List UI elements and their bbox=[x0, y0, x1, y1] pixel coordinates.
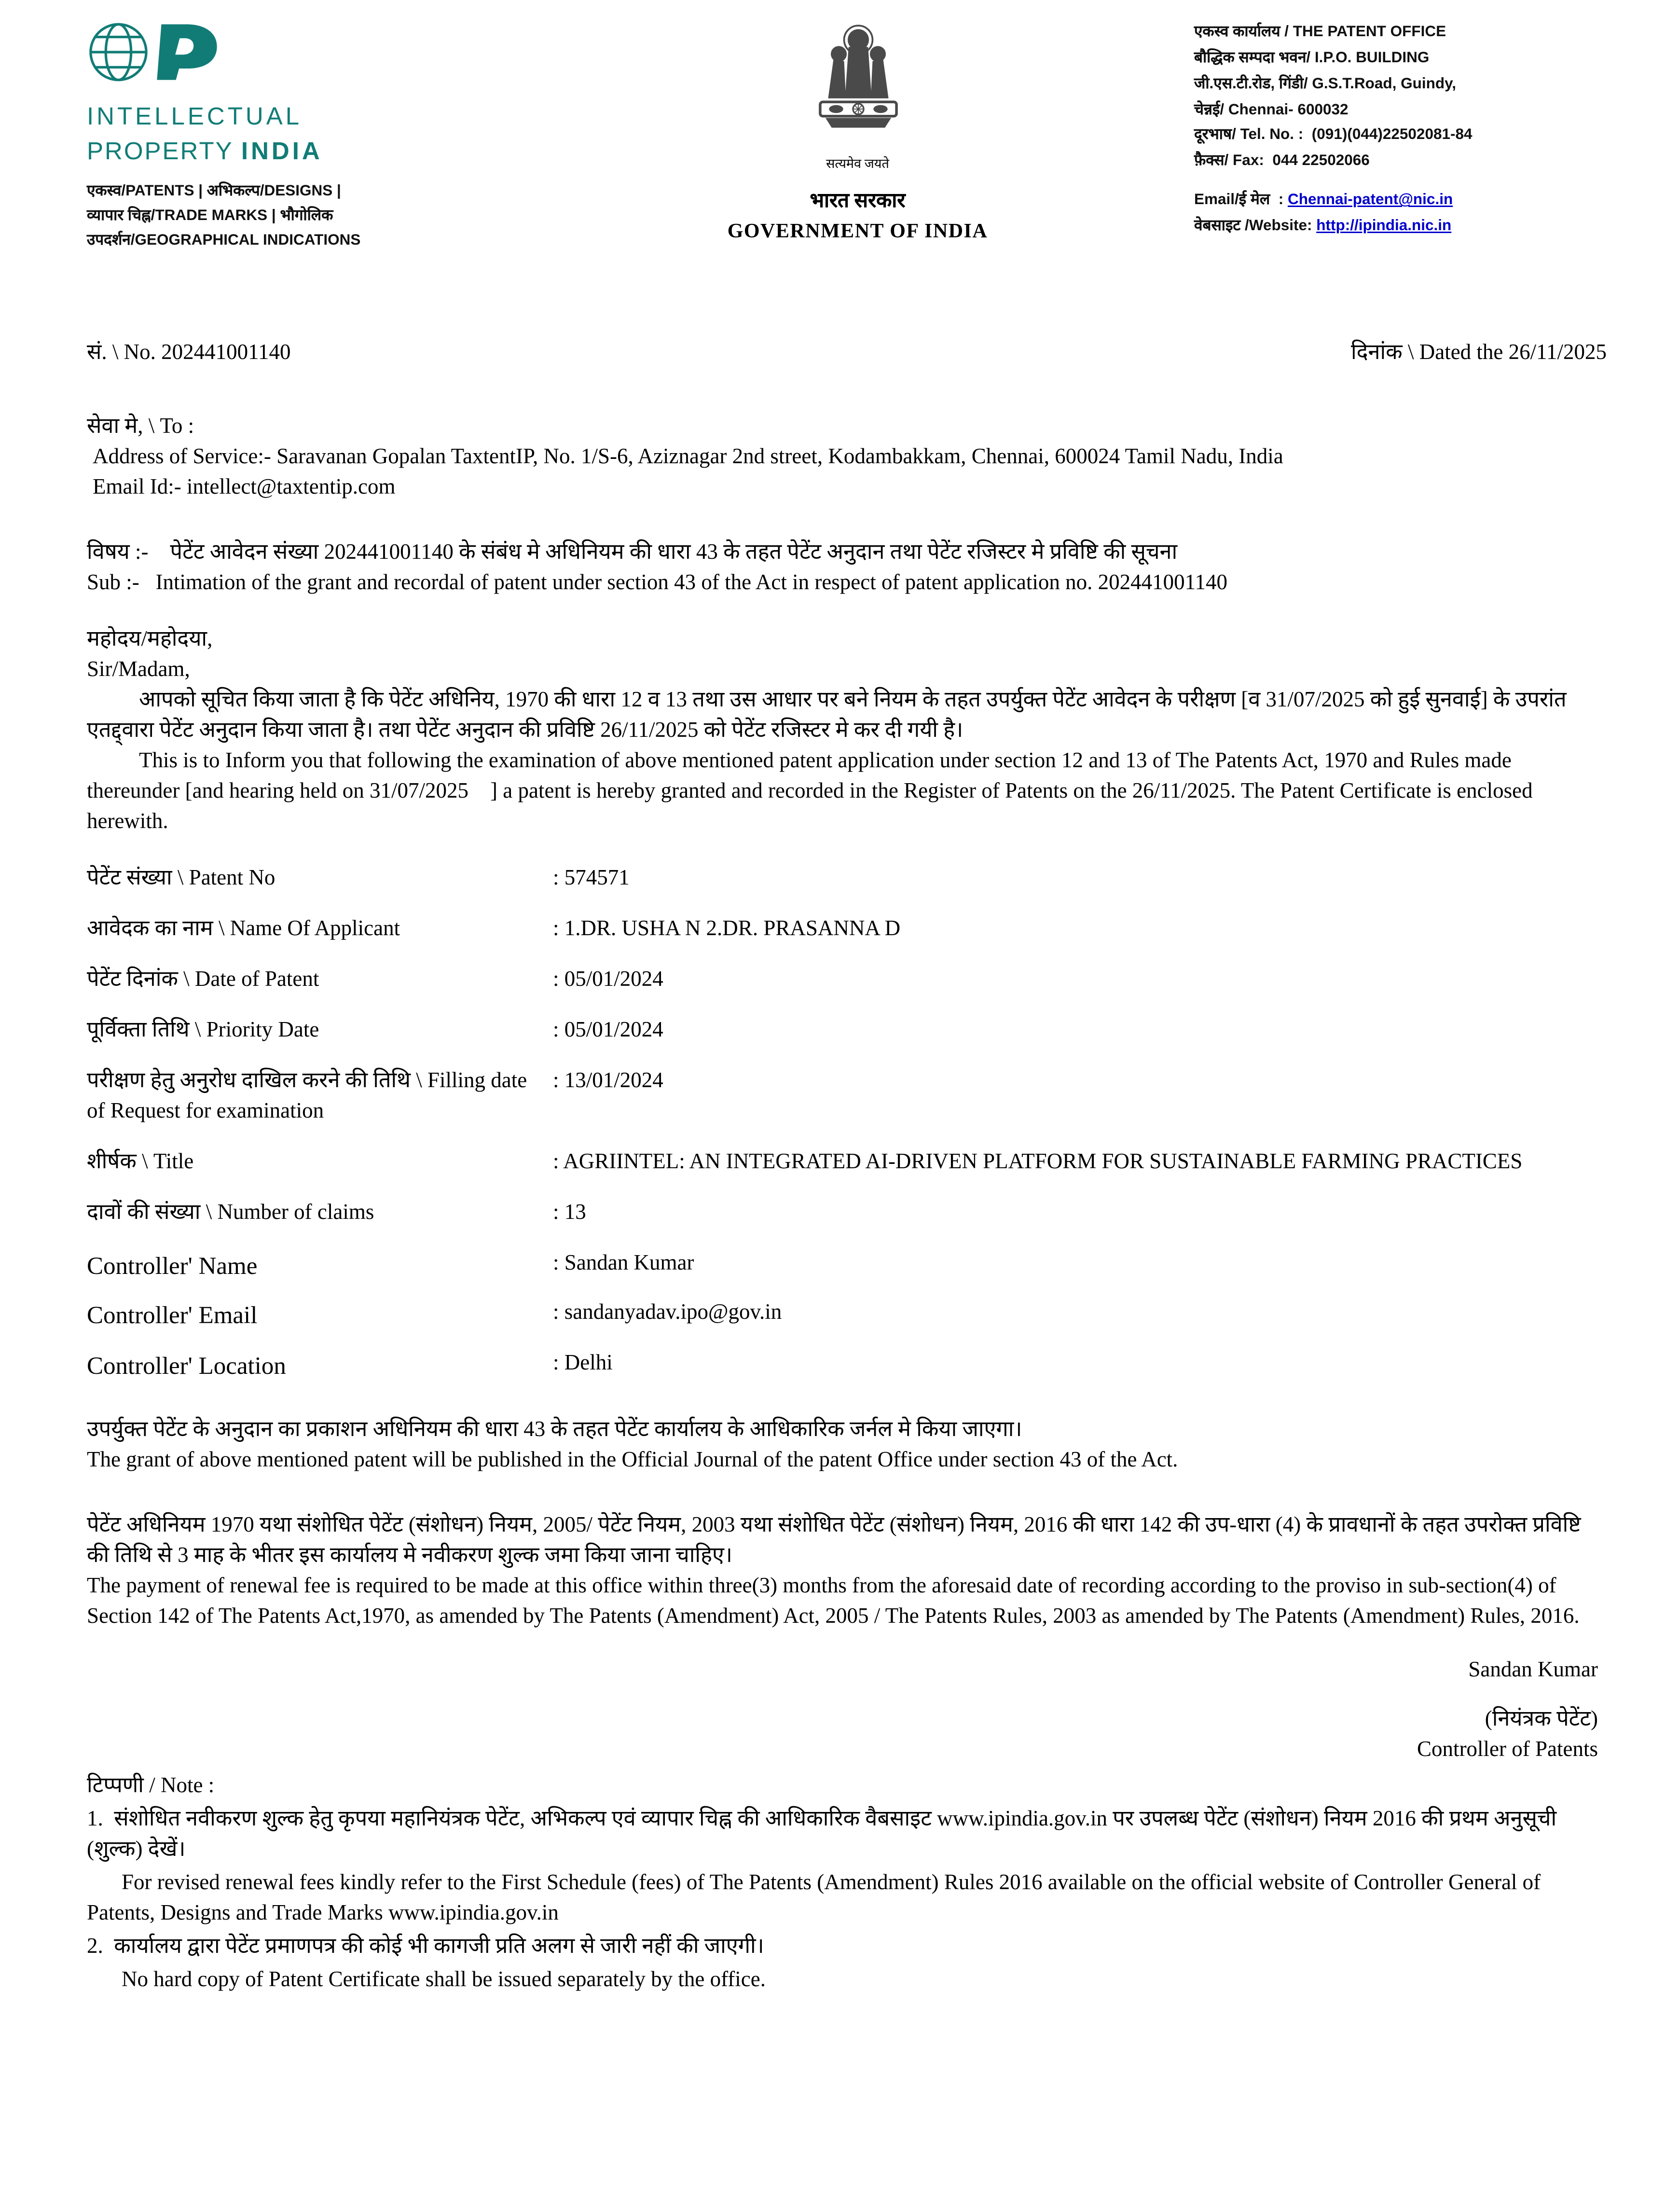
org-services bbox=[87, 179, 521, 254]
field-value: : 13 bbox=[553, 1198, 586, 1229]
field-value: : AGRIINTEL: AN INTEGRATED AI-DRIVEN PLATFORM FOR SUSTAINABLE FARMING PRACTICES bbox=[553, 1147, 1522, 1178]
notes-heading: टिप्पणी / Note : bbox=[87, 1774, 215, 1798]
field-label: पूर्विक्ता तिथि \ Priority Date bbox=[87, 1018, 319, 1042]
renewal-block bbox=[87, 1511, 1607, 1633]
subject-en: Sub :- Intimation of the grant and recordal of patent under section 43 of the Act in respect of patent application no. 202441001140 bbox=[87, 571, 1227, 594]
field-value: : 574571 bbox=[553, 864, 630, 894]
office-building: बौद्धिक सम्पदा भवन/ I.P.O. BUILDING bbox=[1194, 49, 1430, 67]
field-row-controller-name bbox=[87, 1249, 1607, 1283]
field-label: परीक्षण हेतु अनुरोध दाखिल करने की तिथि \ Filling date of Request for examination bbox=[87, 1069, 527, 1123]
field-label: पेटेंट संख्या \ Patent No bbox=[87, 866, 275, 890]
office-city: चेन्नई/ Chennai- 600032 bbox=[1194, 100, 1349, 118]
renewal-para-hi: पेटेंट अधिनियम 1970 यथा संशोधित पेटेंट (संशोधन) नियम, 2005/ पेटेंट नियम, 2003 यथा संशोधित पेटेंट (संशोधन) नियम, 2016 की धारा 142 की उप-धारा (4) के प्रावधानों के तहत उपरोक्त प्रविष्टि की तिथि से 3 माह के भीतर इस कार्यालय मे नवीकरण शुल्क जमा किया जाना चाहिए। bbox=[87, 1514, 1581, 1568]
org-name-bold: INDIA bbox=[241, 137, 323, 165]
services-line-3: उपदर्शन/GEOGRAPHICAL INDICATIONS bbox=[87, 232, 361, 249]
org-name-line2 bbox=[87, 134, 521, 168]
org-name-line1: INTELLECTUAL bbox=[87, 103, 303, 130]
org-name-regular: PROPERTY bbox=[87, 137, 241, 165]
service-address: Address of Service:- Saravanan Gopalan TaxtentIP, No. 1/S-6, Aziznagar 2nd street, Kodambakkam, Chennai, 600024 Tamil Nadu, India bbox=[93, 445, 1283, 469]
email-label: Email/ई मेल : bbox=[1194, 191, 1288, 209]
renewal-para-en: The payment of renewal fee is required to be made at this office within three(3) months from the aforesaid date of recording according to the proviso in sub-section(4) of Section 142 of The Patents Act,1970, as amended by The Patents (Amendment) Act, 2005 / The Patents Rules, 2003 as amended by The Patents (Amendment) Rules, 2016. bbox=[87, 1575, 1580, 1629]
service-email: Email Id:- intellect@taxtentip.com bbox=[93, 475, 396, 499]
patent-details-table bbox=[87, 864, 1607, 1384]
field-label: Controller' Email bbox=[87, 1301, 258, 1329]
email-link[interactable]: Chennai-patent@nic.in bbox=[1287, 191, 1453, 209]
field-label: Controller' Name bbox=[87, 1251, 258, 1279]
grant-para-hi: आपको सूचित किया जाता है कि पेटेंट अधिनिय, 1970 की धारा 12 व 13 तथा उस आधार पर बने नियम के तहत उपर्युक्त पेटेंट आवेदन के परीक्षण [व 31/07/2025 को हुई सुनवाई] के उपरांत एतद्द्वारा पेटेंट अनुदान किया जाता है। तथा पेटेंट अनुदान की प्रविष्टि 26/11/2025 को पेटेंट रजिस्टर मे कर दी गयी है। bbox=[87, 688, 1567, 742]
field-value: : 05/01/2024 bbox=[553, 965, 663, 995]
publication-para-hi: उपर्युक्त पेटेंट के अनुदान का प्रकाशन अधिनियम की धारा 43 के तहत पेटेंट कार्यालय के आधिकारिक जर्नल मे किया जाएगा। bbox=[87, 1418, 1022, 1442]
field-row-controller-location bbox=[87, 1349, 1607, 1383]
salutation-hi: महोदय/महोदया, bbox=[87, 627, 213, 651]
grant-para-en: This is to Inform you that following the examination of above mentioned patent application under section 12 and 13 of The Patents Act, 1970 and Rules made thereunder [and hearing held on 31/07/2025 ] a patent is hereby granted and recorded in the Register of Patents on the 26/11/2025. The Patent Certificate is enclosed herewith. bbox=[87, 749, 1538, 833]
field-row-examination-request-date bbox=[87, 1066, 1607, 1127]
field-value: : sandanyadav.ipo@gov.in bbox=[553, 1299, 782, 1333]
website-link[interactable]: http://ipindia.nic.in bbox=[1316, 217, 1452, 235]
note-2-hi: 2. कार्यालय द्वारा पेटेंट प्रमाणपत्र की कोई भी कागजी प्रति अलग से जारी नहीं की जाएगी। bbox=[87, 1935, 764, 1959]
field-label: शीर्षक \ Title bbox=[87, 1150, 194, 1174]
field-value: : 1.DR. USHA N 2.DR. PRASANNA D bbox=[553, 914, 900, 945]
field-value: : 13/01/2024 bbox=[553, 1066, 663, 1127]
field-row-title bbox=[87, 1147, 1607, 1178]
govt-name-hi: भारत सरकार bbox=[810, 190, 906, 212]
services-line-2: व्यापार चिह्न/TRADE MARKS | भौगोलिक bbox=[87, 207, 333, 224]
letterhead bbox=[87, 20, 1607, 254]
salutation-en: Sir/Madam, bbox=[87, 658, 190, 681]
field-label: दावों की संख्या \ Number of claims bbox=[87, 1201, 374, 1224]
field-row-applicant bbox=[87, 914, 1607, 945]
patent-office-contact bbox=[1194, 20, 1607, 240]
header-spacer bbox=[1194, 175, 1607, 188]
ip-india-block bbox=[87, 20, 521, 254]
office-name: एकस्व कार्यालय / THE PATENT OFFICE bbox=[1194, 23, 1446, 41]
subject-hi: विषय :- पेटेंट आवेदन संख्या 202441001140 के संबंध मे अधिनियम की धारा 43 के तहत पेटेंट अनुदान तथा पेटेंट रजिस्टर मे प्रविष्टि की सूचना bbox=[87, 540, 1178, 564]
note-1-hi: 1. संशोधित नवीकरण शुल्क हेतु कृपया महानियंत्रक पेटेंट, अभिकल्प एवं व्यापार चिह्न की आधिकारिक वैबसाइट www.ipindia.gov.in पर उपलब्ध पेटेंट (संशोधन) नियम 2016 की प्रथम अनुसूची (शुल्क) देखें। bbox=[87, 1808, 1562, 1862]
field-value: : Delhi bbox=[553, 1349, 613, 1383]
salutation-block bbox=[87, 625, 1607, 686]
note-1-en: For revised renewal fees kindly refer to the First Schedule (fees) of The Patents (Amendment) Rules 2016 available on the official website of Controller General of Patents, Designs and Trade Marks www.ipindia.gov.in bbox=[87, 1871, 1541, 1925]
addressee-block bbox=[87, 412, 1607, 503]
publication-para-en: The grant of above mentioned patent will be published in the Official Journal of the patent Office under section 43 of the Act. bbox=[87, 1449, 1178, 1472]
subject-block bbox=[87, 538, 1607, 599]
field-row-controller-email bbox=[87, 1299, 1607, 1333]
website-row bbox=[1194, 214, 1607, 240]
signatory-role-hi: (नियंत्रक पेटेंट) bbox=[1485, 1708, 1598, 1731]
to-label: सेवा मे, \ To : bbox=[87, 415, 194, 438]
field-value: : Sandan Kumar bbox=[553, 1249, 694, 1283]
field-row-claims bbox=[87, 1198, 1607, 1229]
office-road: जी.एस.टी.रोड, गिंडी/ G.S.T.Road, Guindy, bbox=[1194, 75, 1457, 93]
reference-row bbox=[87, 338, 1607, 369]
field-row-priority-date bbox=[87, 1016, 1607, 1046]
government-block bbox=[521, 20, 1194, 247]
notes-block bbox=[87, 1772, 1607, 1996]
office-fax: फ़ैक्स/ Fax: 044 22502066 bbox=[1194, 152, 1370, 170]
field-row-date-of-patent bbox=[87, 965, 1607, 995]
india-emblem bbox=[809, 20, 907, 153]
govt-name-en: GOVERNMENT OF INDIA bbox=[727, 221, 988, 244]
website-label: वेबसाइट /Website: bbox=[1194, 217, 1317, 235]
ip-india-logo bbox=[87, 20, 226, 84]
note-2-en: No hard copy of Patent Certificate shall be issued separately by the office. bbox=[122, 1968, 766, 1992]
field-label: आवेदक का नाम \ Name Of Applicant bbox=[87, 917, 400, 940]
services-line-1: एकस्व/PATENTS | अभिकल्प/DESIGNS | bbox=[87, 181, 341, 199]
publication-block bbox=[87, 1416, 1607, 1477]
field-row-patent-no bbox=[87, 864, 1607, 894]
field-label: पेटेंट दिनांक \ Date of Patent bbox=[87, 968, 319, 991]
emblem-motto: सत्यमेव जयते bbox=[826, 156, 889, 171]
email-row bbox=[1194, 188, 1607, 214]
office-tel: दूरभाष/ Tel. No. : (091)(044)22502081-84 bbox=[1194, 126, 1473, 144]
signature-block bbox=[87, 1656, 1607, 1766]
signatory-role-en: Controller of Patents bbox=[1417, 1738, 1598, 1762]
field-label: Controller' Location bbox=[87, 1352, 286, 1380]
signatory-name: Sandan Kumar bbox=[1468, 1659, 1598, 1682]
field-value: : 05/01/2024 bbox=[553, 1016, 663, 1046]
ref-number: सं. \ No. 202441001140 bbox=[87, 341, 291, 364]
ref-date: दिनांक \ Dated the 26/11/2025 bbox=[1350, 341, 1607, 364]
